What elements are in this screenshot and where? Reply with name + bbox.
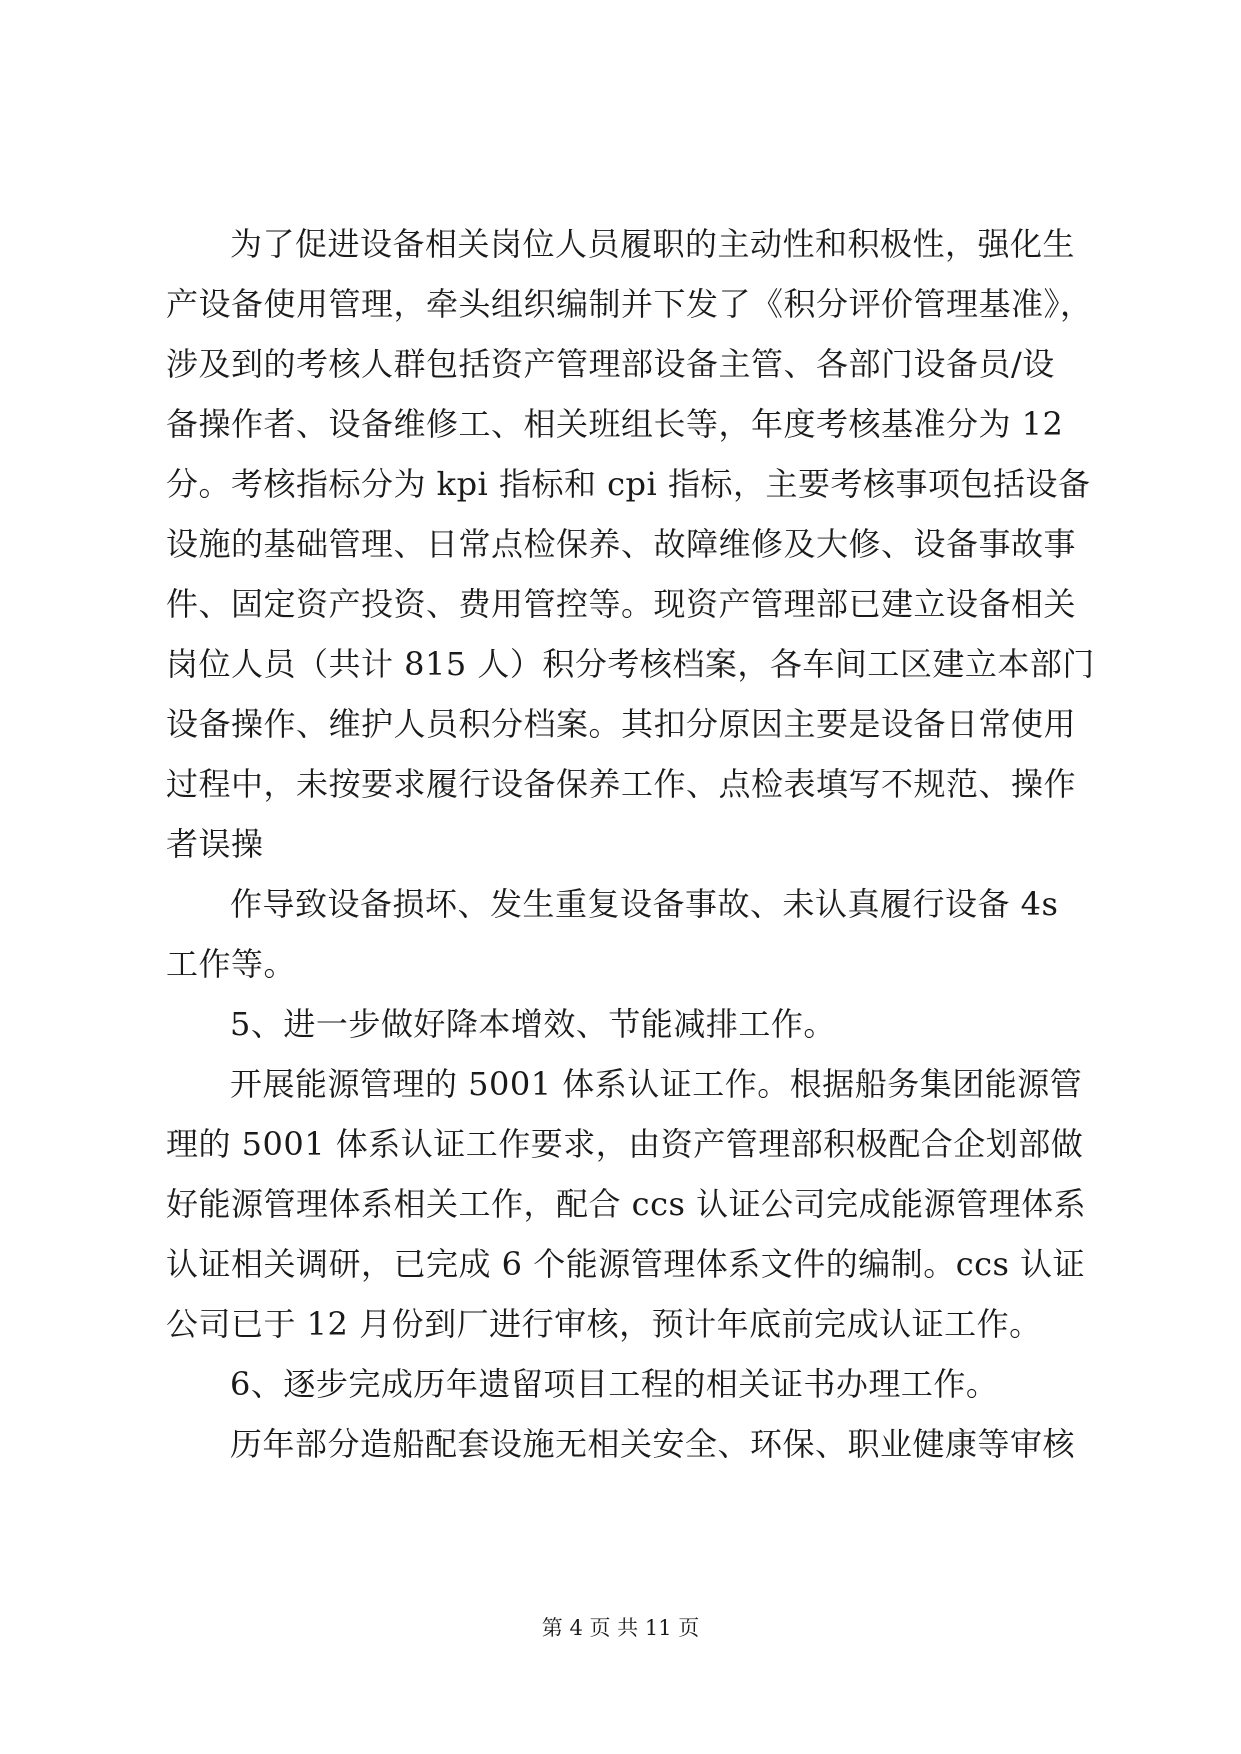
text-line: 认证相关调研，已完成 6 个能源管理体系文件的编制。ccs 认证 bbox=[166, 1245, 1086, 1283]
section-heading: 5、进一步做好降本增效、节能减排工作。 bbox=[230, 1005, 836, 1043]
text-line: 分。考核指标分为 kpi 指标和 cpi 指标，主要考核事项包括设备 bbox=[166, 465, 1091, 503]
text-line: 作导致设备损坏、发生重复设备事故、未认真履行设备 4s bbox=[230, 885, 1059, 923]
text-line: 件、固定资产投资、费用管控等。现资产管理部已建立设备相关 bbox=[166, 585, 1077, 623]
text-line: 工作等。 bbox=[166, 945, 297, 983]
section-heading: 6、逐步完成历年遗留项目工程的相关证书办理工作。 bbox=[230, 1365, 999, 1403]
text-line: 公司已于 12 月份到厂进行审核，预计年底前完成认证工作。 bbox=[166, 1305, 1042, 1343]
document-body bbox=[166, 225, 1095, 1486]
text-line: 岗位人员（共计 815 人）积分考核档案，各车间工区建立本部门 bbox=[166, 645, 1095, 683]
text-line: 设备操作、维护人员积分档案。其扣分原因主要是设备日常使用 bbox=[166, 705, 1077, 743]
page-number-footer: 第 4 页 共 11 页 bbox=[541, 1616, 700, 1640]
text-line: 历年部分造船配套设施无相关安全、环保、职业健康等审核 bbox=[230, 1425, 1076, 1463]
text-line: 开展能源管理的 5001 体系认证工作。根据船务集团能源管 bbox=[230, 1065, 1083, 1103]
text-line: 设施的基础管理、日常点检保养、故障维修及大修、设备事故事 bbox=[166, 525, 1077, 563]
text-line: 过程中，未按要求履行设备保养工作、点检表填写不规范、操作 bbox=[166, 765, 1077, 803]
text-line: 产设备使用管理，牵头组织编制并下发了《积分评价管理基准》， bbox=[166, 285, 1093, 323]
text-line: 涉及到的考核人群包括资产管理部设备主管、各部门设备员/设 bbox=[166, 345, 1055, 383]
text-line: 者误操 bbox=[166, 825, 264, 863]
text-line: 为了促进设备相关岗位人员履职的主动性和积极性，强化生 bbox=[230, 225, 1076, 263]
text-line: 理的 5001 体系认证工作要求，由资产管理部积极配合企划部做 bbox=[166, 1125, 1084, 1163]
text-line: 好能源管理体系相关工作，配合 ccs 认证公司完成能源管理体系 bbox=[166, 1185, 1087, 1223]
text-line: 备操作者、设备维修工、相关班组长等，年度考核基准分为 12 bbox=[166, 405, 1064, 443]
